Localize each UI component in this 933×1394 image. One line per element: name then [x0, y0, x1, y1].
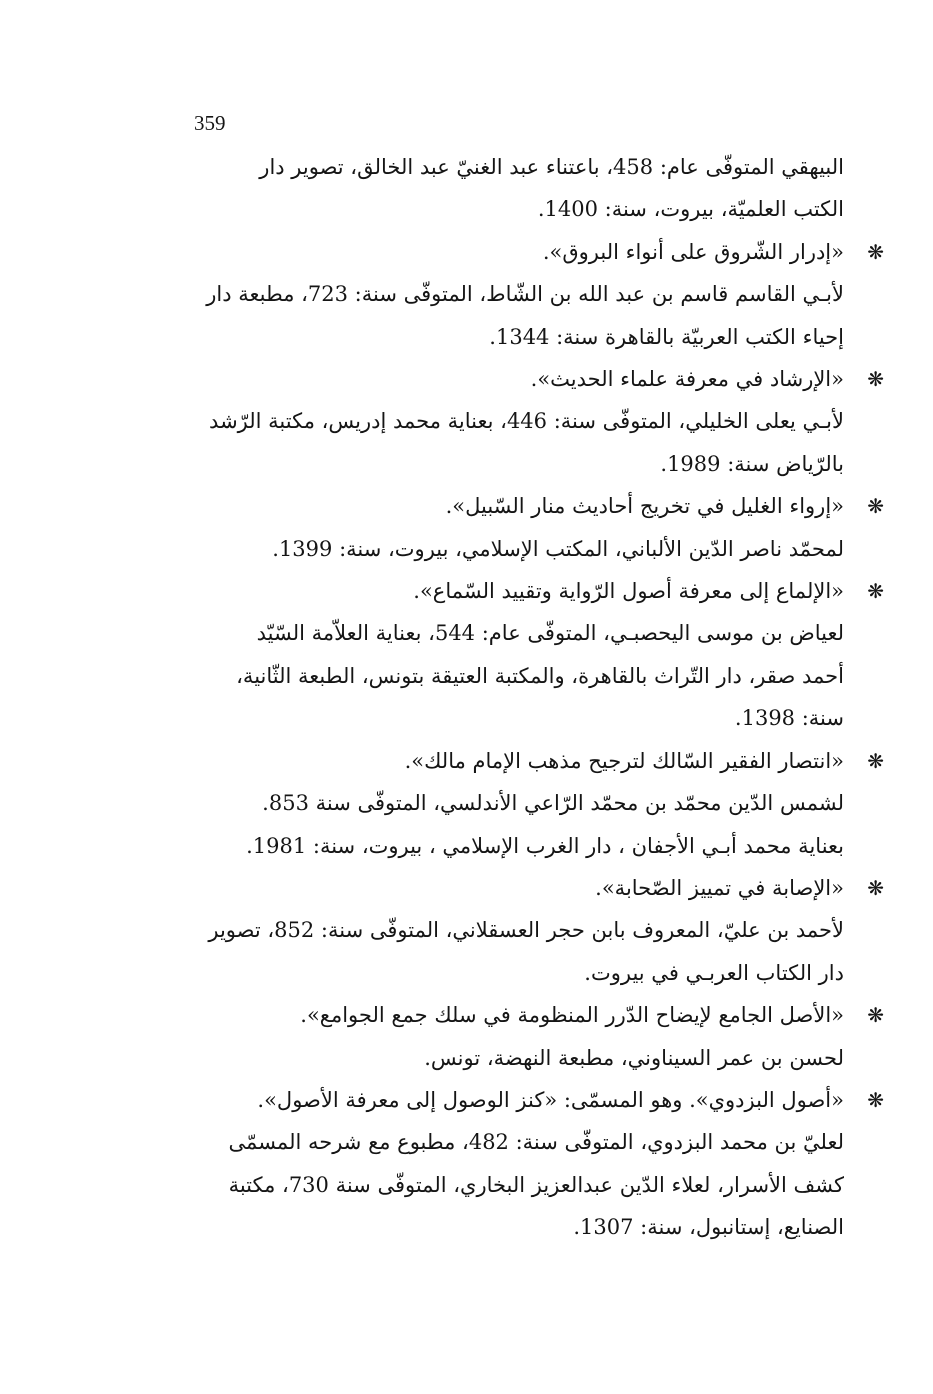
- entry-line: لأبـي القاسم قاسم بن عبد الله بن الشّاط، المتوفّى سنة: 723، مطبعة دار: [206, 282, 844, 307]
- entry-title: «الأصل الجامع لإيضاح الدّرر المنظومة في سلك جمع الجوامع».: [300, 1003, 844, 1028]
- entry-line: أحمد صقر، دار التّراث بالقاهرة، والمكتبة العتيقة بتونس، الطبعة الثّانية،: [236, 663, 844, 688]
- entry-title-row: [172, 740, 884, 782]
- asterisk-bullet-icon: ❋: [867, 579, 884, 604]
- entry-title: «الإرشاد في معرفة علماء الحديث».: [530, 367, 844, 392]
- entry-title-row: [172, 231, 884, 273]
- entry-line: إحياء الكتب العربيّة بالقاهرة سنة: 1344.: [489, 324, 844, 349]
- entry-title-row: [172, 485, 884, 527]
- entry-line: لعليّ بن محمد البزدوي، المتوفّى سنة: 482، مطبوع مع شرحه المسمّى: [228, 1130, 844, 1155]
- bibliography-entry: [172, 570, 884, 740]
- entry-line: لشمس الدّين محمّد بن محمّد الرّاعي الأندلسي، المتوفّى سنة 853.: [262, 791, 844, 816]
- entry-title-row: [172, 994, 884, 1036]
- lead-line: الكتب العلميّة، بيروت، سنة: 1400.: [537, 197, 844, 222]
- asterisk-bullet-icon: ❋: [867, 367, 884, 392]
- lead-line: البيهقي المتوفّى عام: 458، باعتناء عبد الغنيّ عبد الخالق، تصوير دار: [259, 155, 844, 179]
- entry-title: «الإصابة في تمييز الصّحابة».: [595, 875, 844, 900]
- entry-title: «إدرار الشّروق على أنواء البروق».: [542, 239, 844, 264]
- entry-line: لحسن بن عمر السيناوني، مطبعة النهضة، تونس.: [424, 1045, 844, 1070]
- entry-line: سنة: 1398.: [734, 706, 844, 731]
- entry-line: لعياض بن موسى اليحصبـي، المتوفّى عام: 544، بعناية العلاّمة السّيّد: [256, 621, 844, 646]
- bibliography-entry: [172, 740, 884, 867]
- entry-line: كشف الأسرار، لعلاء الدّين عبدالعزيز البخاري، المتوفّى سنة 730، مكتبة: [228, 1172, 844, 1197]
- entry-line: دار الكتاب العربـي في بيروت.: [584, 960, 844, 985]
- bibliography-entry: [172, 358, 884, 485]
- entry-title: «الإلماع إلى معرفة أصول الرّواية وتقييد السّماع».: [413, 579, 844, 604]
- entry-line: الصنايع، إستانبول، سنة: 1307.: [573, 1215, 844, 1240]
- entry-title-row: [172, 358, 884, 400]
- asterisk-bullet-icon: ❋: [867, 748, 884, 773]
- entry-line: لأبـي يعلى الخليلي، المتوفّى سنة: 446، بعناية محمد إدريس، مكتبة الرّشد: [209, 409, 844, 434]
- asterisk-bullet-icon: ❋: [867, 1003, 884, 1028]
- bibliography-entry: [172, 994, 884, 1079]
- entry-title: «أصول البزدوي». وهو المسمّى: «كنز الوصول إلى معرفة الأصول».: [257, 1087, 844, 1112]
- bibliography-body: [172, 146, 884, 1249]
- asterisk-bullet-icon: ❋: [867, 494, 884, 519]
- entry-title-row: [172, 570, 884, 612]
- asterisk-bullet-icon: ❋: [867, 1087, 884, 1112]
- bibliography-entry: [172, 485, 884, 570]
- asterisk-bullet-icon: ❋: [867, 875, 884, 900]
- bibliography-entry: [172, 1079, 884, 1249]
- entry-title: «إرواء الغليل في تخريج أحاديث منار السّبيل».: [445, 494, 844, 519]
- asterisk-bullet-icon: ❋: [867, 239, 884, 264]
- entry-title-row: [172, 1079, 884, 1121]
- entry-line: بالرّياض سنة: 1989.: [660, 451, 844, 476]
- entry-line: لمحمّد ناصر الدّين الألباني، المكتب الإسلامي، بيروت، سنة: 1399.: [272, 536, 844, 561]
- bibliography-entry: [172, 231, 884, 358]
- page-number: 359: [194, 111, 226, 135]
- entry-title-row: [172, 867, 884, 909]
- bibliography-entry: [172, 867, 884, 994]
- entry-line: لأحمد بن عليّ، المعروف بابن حجر العسقلاني، المتوفّى سنة: 852، تصوير: [208, 918, 844, 943]
- entry-line: بعناية محمد أبـي الأجفان ، دار الغرب الإسلامي ، بيروت، سنة: 1981.: [246, 833, 844, 858]
- entry-title: «انتصار الفقير السّالك لترجيح مذهب الإمام مالك».: [404, 748, 844, 773]
